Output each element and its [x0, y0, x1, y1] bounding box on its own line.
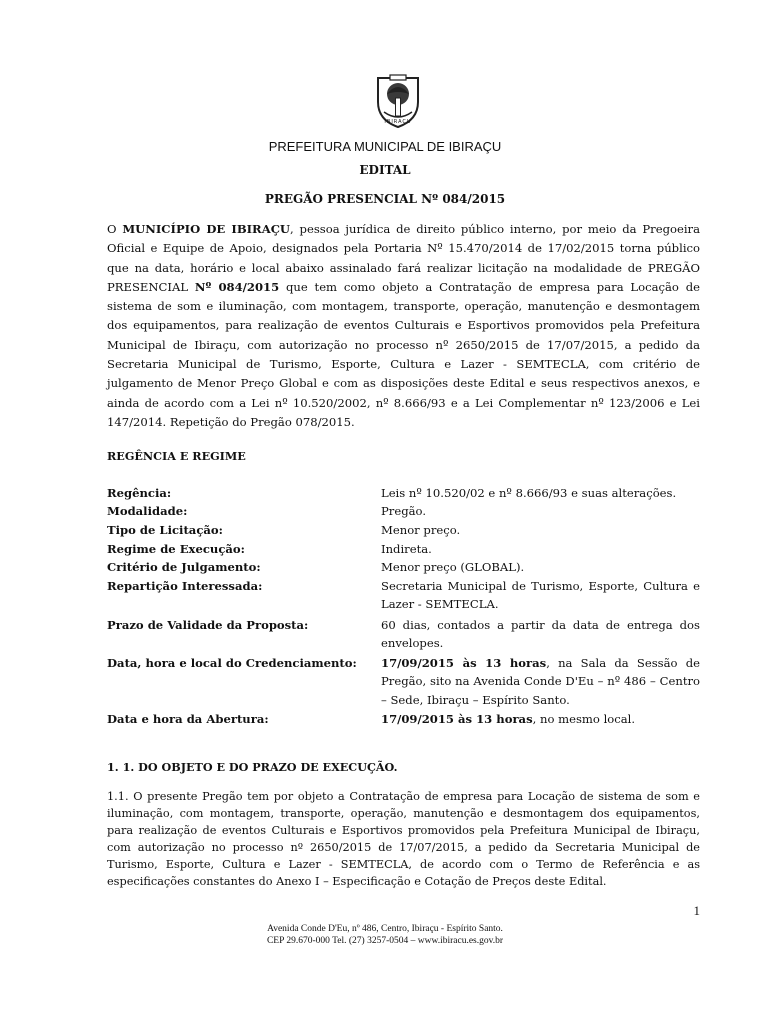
- regime-value: Menor preço.: [381, 523, 461, 537]
- credenciamento-location: , na Sala da Sessão de Pregão, sito na Avenida Conde D'Eu – nº 486 – Centro – Sede, Ibiraçu – Espírito Santo.: [381, 656, 700, 707]
- regime-value: 60 dias, contados a partir da data de entrega dos envelopes.: [381, 618, 700, 651]
- abertura-location: , no mesmo local.: [532, 712, 636, 726]
- crest-label: IBIRAÇU: [384, 119, 412, 125]
- objeto-paragraph: 1.1. O presente Pregão tem por objeto a Contratação de empresa para Locação de sistema de som e iluminação, com montagem, transporte, operação, manutenção e desmontagem dos equipamentos, para realização de eventos Culturais e Esportivos promovidos pela Prefeitura Municipal de Ibiraçu, com autorização no processo nº 2650/2015 de 17/07/2015, a pedido da Secretaria Municipal de Turismo, Esporte, Cultura e Lazer - SEMTECLA, de acordo com o Termo de Referência e as especificações constantes do Anexo I – Especificação e Cotação de Preços deste Edital.: [107, 790, 700, 888]
- regencia-title: REGÊNCIA E REGIME: [107, 449, 246, 463]
- regime-label: Data e hora da Abertura:: [107, 712, 269, 726]
- regime-label: Repartição Interessada:: [107, 579, 263, 593]
- intro-text: que tem como objeto a Contratação de empresa para Locação de sistema de som e iluminação, com montagem, transporte, operação, manutenção e desmontagem dos equipamentos, para realização de eventos Culturais e Esportivos promovidos pela Prefeitura Municipal de Ibiraçu, com autorização no processo nº 2650/2015 de 17/07/2015, a pedido da Secretaria Municipal de Turismo, Esporte, Cultura e Lazer - SEMTECLA, com critério de julgamento de Menor Preço Global e com as disposições deste Edital e seus respectivos anexos, e ainda de acordo com a Lei nº 10.520/2002, nº 8.666/93 e a Lei Complementar nº 123/2006 e Lei 147/2014. Repetição do Pregão 078/2015.: [107, 279, 700, 429]
- regime-label: Prazo de Validade da Proposta:: [107, 618, 309, 632]
- regime-value: Menor preço (GLOBAL).: [381, 560, 525, 574]
- regime-label: Tipo de Licitação:: [107, 523, 223, 537]
- pregao-reference: Nº 084/2015: [194, 279, 280, 294]
- footer-contact: CEP 29.670-000 Tel. (27) 3257-0504 – www.ibiracu.es.gov.br: [266, 936, 504, 946]
- intro-paragraph: [107, 220, 700, 432]
- regime-value: Secretaria Municipal de Turismo, Esporte, Cultura e Lazer - SEMTECLA.: [381, 579, 700, 612]
- intro-text: , pessoa jurídica de direito público interno, por meio da Pregoeira Oficial e Equipe de Apoio, designados pela Portaria Nº 15.470/2014 de 17/02/2015 torna público que na data, horário e local abaixo assinalado fará realizar licitação na modalidade de PREGÃO PRESENCIAL: [107, 222, 700, 294]
- regime-label: Data, hora e local do Credenciamento:: [107, 656, 357, 670]
- pregao-number: PREGÃO PRESENCIAL Nº 084/2015: [264, 192, 506, 206]
- document-type: EDITAL: [359, 163, 411, 177]
- municipality-title: PREFEITURA MUNICIPAL DE IBIRAÇU: [268, 139, 502, 154]
- objeto-title: 1. 1. DO OBJETO E DO PRAZO DE EXECUÇÃO.: [107, 760, 398, 774]
- regime-value: [381, 654, 700, 709]
- abertura-datetime: 17/09/2015 às 13 horas: [381, 712, 533, 726]
- footer-address: Avenida Conde D'Eu, nº 486, Centro, Ibiraçu - Espírito Santo.: [267, 924, 503, 934]
- regime-label: Modalidade:: [107, 504, 188, 518]
- regime-label: Regime de Execução:: [107, 542, 245, 556]
- municipality-name: MUNICÍPIO DE IBIRAÇU: [122, 222, 291, 236]
- regime-value: [381, 710, 700, 728]
- intro-text: O: [107, 222, 123, 236]
- regime-label: Regência:: [107, 486, 172, 500]
- regime-label: Critério de Julgamento:: [107, 560, 261, 574]
- page-number: 1: [693, 903, 700, 918]
- regime-value: Indireta.: [381, 542, 432, 556]
- credenciamento-datetime: 17/09/2015 às 13 horas: [381, 656, 547, 670]
- regime-value: Pregão.: [381, 504, 426, 518]
- regime-value: Leis nº 10.520/02 e nº 8.666/93 e suas alterações.: [381, 486, 677, 500]
